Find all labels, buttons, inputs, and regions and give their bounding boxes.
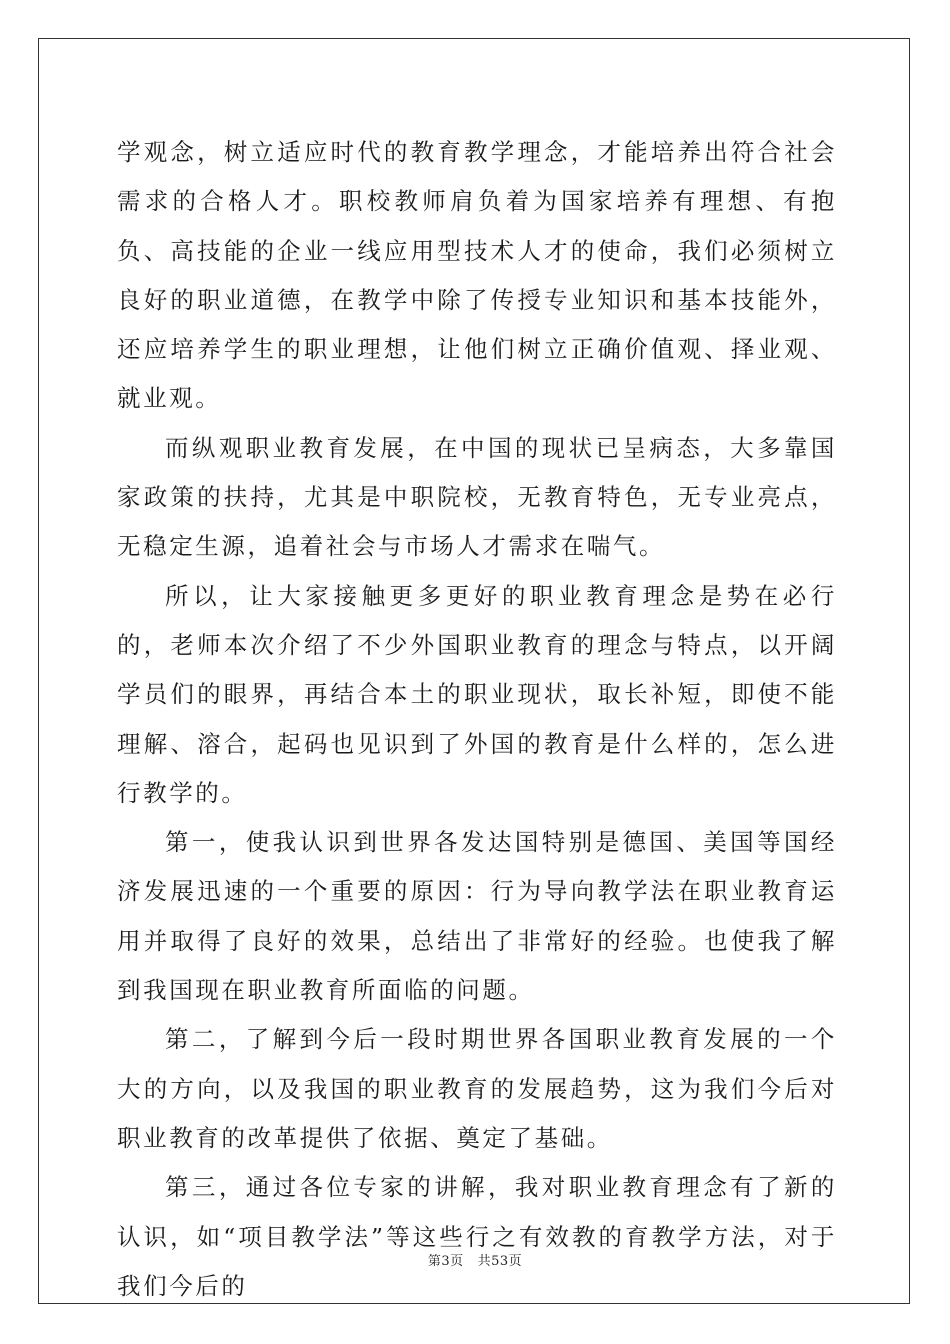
current-page-number: 第3页 <box>427 1254 464 1269</box>
paragraph-6: 第三，通过各位专家的讲解，我对职业教育理念有了新的认识，如“项目教学法”等这些行之有效教的育教学方法，对于我们今后的 <box>117 1173 837 1300</box>
paragraph-3: 所以，让大家接触更多更好的职业教育理念是势在必行的，老师本次介绍了不少外国职业教育的理念与特点，以开阔学员们的眼界，再结合本土的职业现状，取长补短，即使不能理解、溶合，起码也见识到了外国的教育是什么样的，怎么进行教学的。 <box>117 581 837 807</box>
paragraph-2: 而纵观职业教育发展，在中国的现状已呈病态，大多靠国家政策的扶持，尤其是中职院校，无教育特色，无专业亮点，无稳定生源，追着社会与市场人才需求在喘气。 <box>117 433 837 561</box>
paragraph-4: 第一，使我认识到世界各发达国特别是德国、美国等国经济发展迅速的一个重要的原因：行为导向教学法在职业教育运用并取得了良好的效果，总结出了非常好的经验。也使我了解到我国现在职业教育所面临的问题。 <box>117 828 837 1005</box>
paragraph-5: 第二，了解到今后一段时期世界各国职业教育发展的一个大的方向，以及我国的职业教育的发展趋势，这为我们今后对职业教育的改革提供了依据、奠定了基础。 <box>117 1025 837 1152</box>
document-body <box>117 128 837 1311</box>
paragraph-1: 学观念，树立适应时代的教育教学理念，才能培养出符合社会需求的合格人才。职校教师肩负着为国家培养有理想、有抱负、高技能的企业一线应用型技术人才的使命，我们必须树立良好的职业道德，在教学中除了传授专业知识和基本技能外，还应培养学生的职业理想，让他们树立正确价值观、择业观、就业观。 <box>117 138 837 413</box>
page-footer <box>0 1250 950 1269</box>
total-page-count: 共53页 <box>477 1254 523 1269</box>
